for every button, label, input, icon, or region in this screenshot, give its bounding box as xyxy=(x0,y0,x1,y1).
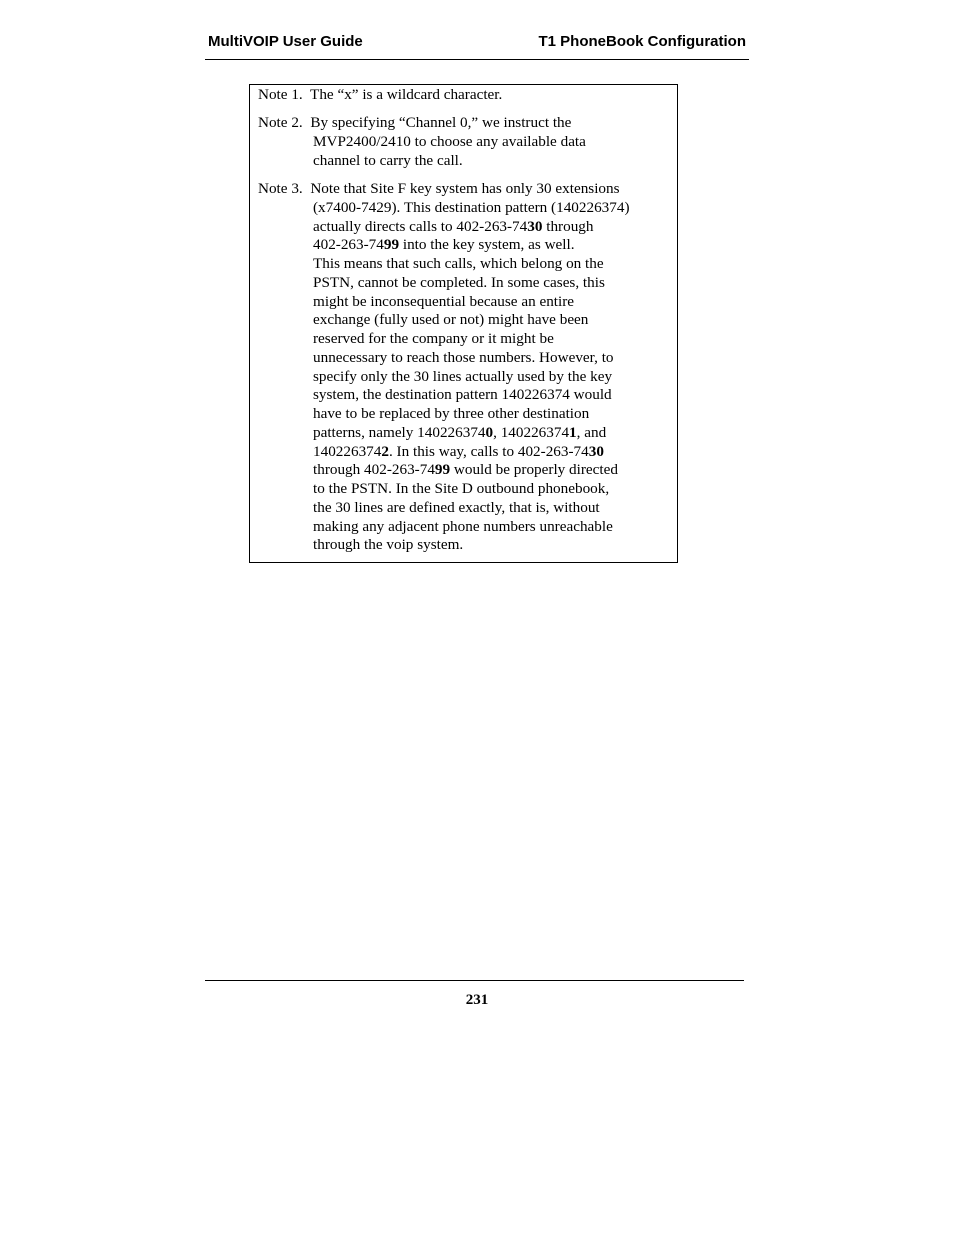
note-3-line-1: Note 3. Note that Site F key system has only 30 extensions xyxy=(258,180,620,197)
note-3-line-13: have to be replaced by three other destination xyxy=(313,405,590,422)
page-number: 231 xyxy=(465,992,489,1008)
note-3-label: Note 3. xyxy=(258,180,303,197)
note-3-line-4: 402-263-7499 into the key system, as well. xyxy=(313,236,575,254)
note-3-line-7: might be inconsequential because an entire xyxy=(313,292,575,310)
note-1-text: The “x” is a wildcard character. xyxy=(310,86,503,103)
note-2-line-2: MVP2400/2410 to choose any available data xyxy=(313,132,586,150)
note-3-line-8: exchange (fully used or not) might have been xyxy=(313,311,589,329)
note-3-line-3: actually directs calls to 402-263-7430 through xyxy=(313,217,594,235)
note-2-line-3: channel to carry the call. xyxy=(313,151,463,169)
note-3-line-12: system, the destination pattern 140226374 would xyxy=(313,386,612,404)
running-header-title: MultiVOIP User Guide xyxy=(208,33,363,50)
header-divider xyxy=(205,59,749,60)
note-1 xyxy=(258,86,666,105)
note-3-line-19: making any adjacent phone numbers unreachable xyxy=(313,517,613,535)
note-3-line-5: This means that such calls, which belong on the xyxy=(313,255,604,272)
note-3-line-14: patterns, namely 1402263740, 1402263741, and xyxy=(313,423,607,441)
note-1-line-1 xyxy=(258,86,666,105)
note-2 xyxy=(258,114,666,170)
note-2-line-1: Note 2. By specifying “Channel 0,” we instruct the xyxy=(258,114,572,131)
note-1-label: Note 1. xyxy=(258,86,303,103)
note-3-line-2: (x7400-7429). This destination pattern (140226374) xyxy=(313,198,630,216)
note-3-line-9: reserved for the company or it might be xyxy=(313,330,554,347)
note-3-line-20: through the voip system. xyxy=(313,536,464,554)
footer-divider xyxy=(205,980,744,981)
note-3-line-11: specify only the 30 lines actually used by the key xyxy=(313,367,613,385)
note-3-line-18: the 30 lines are defined exactly, that is, without xyxy=(313,498,600,516)
note-3-line-10: unnecessary to reach those numbers. However, to xyxy=(313,348,614,366)
note-3 xyxy=(258,180,666,555)
note-3-line-16: through 402-263-7499 would be properly directed xyxy=(313,461,618,479)
note-3-line-6: PSTN, cannot be completed. In some cases, this xyxy=(313,273,605,291)
running-header-section: T1 PhoneBook Configuration xyxy=(538,33,746,50)
note-3-line-15: 1402263742. In this way, calls to 402-263-7430 xyxy=(313,442,604,460)
note-3-line-17: to the PSTN. In the Site D outbound phonebook, xyxy=(313,480,610,497)
notes-box xyxy=(249,84,678,563)
note-2-label: Note 2. xyxy=(258,114,303,131)
